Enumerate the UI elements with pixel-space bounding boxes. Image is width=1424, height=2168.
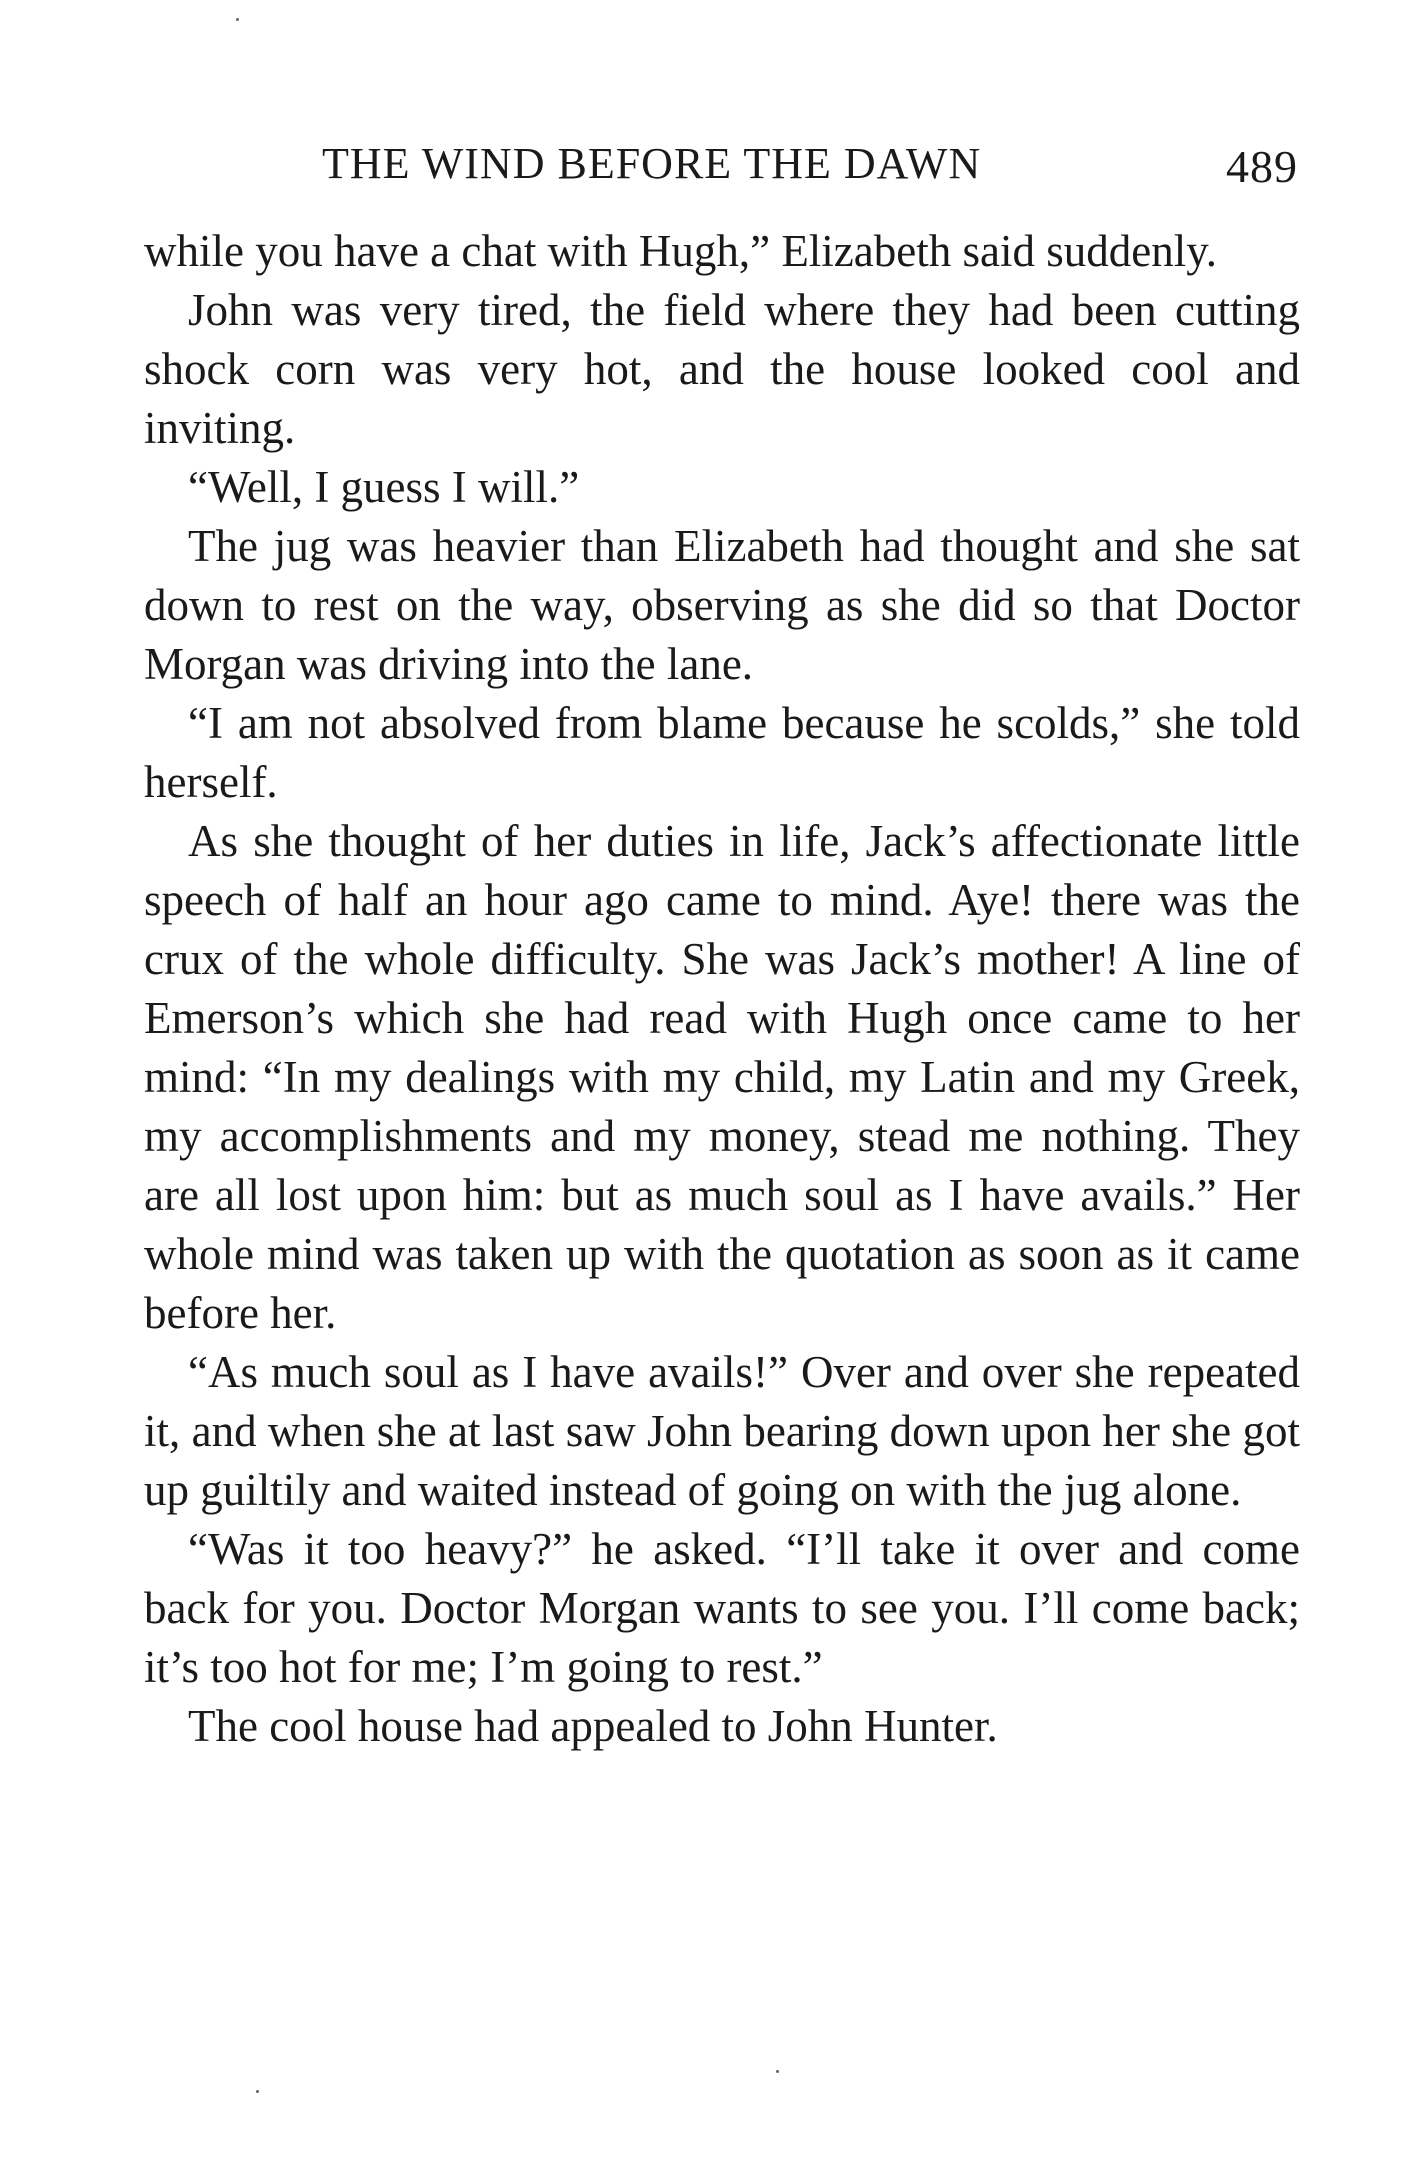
paper-speck <box>776 2070 779 2073</box>
paragraph: while you have a chat with Hugh,” Elizabeth said suddenly. <box>144 226 1218 276</box>
paragraph: “As much soul as I have avails!” Over and over she repeated it, and when she at last saw John bearing down upon her she got up guiltily and waited instead of going on with the jug alone. <box>144 1347 1300 1515</box>
paragraph: “Was it too heavy?” he asked. “I’ll take it over and come back for you. Doctor Morgan wants to see you. I’ll come back; it’s too hot for me; I’m going to rest.” <box>144 1524 1300 1692</box>
page-header <box>142 138 1298 198</box>
paragraph: “I am not absolved from blame because he scolds,” she told herself. <box>144 698 1300 807</box>
page-number: 489 <box>1226 141 1298 192</box>
running-head: THE WIND BEFORE THE DAWN <box>322 139 982 188</box>
paragraph: John was very tired, the field where they had been cutting shock corn was very hot, and the house looked cool and inviting. <box>144 285 1300 453</box>
paragraph: As she thought of her duties in life, Jack’s affectionate little speech of half an hour ago came to mind. Aye! there was the crux of the whole difficulty. She was Jack’s mother! A line of Emerson’s which she had read with Hugh once came to her mind: “In my dealings with my child, my Latin and my Greek, my accomplishments and my money, stead me nothing. They are all lost upon him: but as much soul as I have avails.” Her whole mind was taken up with the quotation as soon as it came before her. <box>144 816 1300 1338</box>
paper-speck <box>256 2090 259 2093</box>
body-text <box>144 222 1300 1756</box>
paragraph: “Well, I guess I will.” <box>188 462 580 512</box>
paragraph: The cool house had appealed to John Hunter. <box>188 1701 998 1751</box>
paper-speck <box>236 18 239 21</box>
paragraph: The jug was heavier than Elizabeth had thought and she sat down to rest on the way, observing as she did so that Doctor Morgan was driving into the lane. <box>144 521 1300 689</box>
